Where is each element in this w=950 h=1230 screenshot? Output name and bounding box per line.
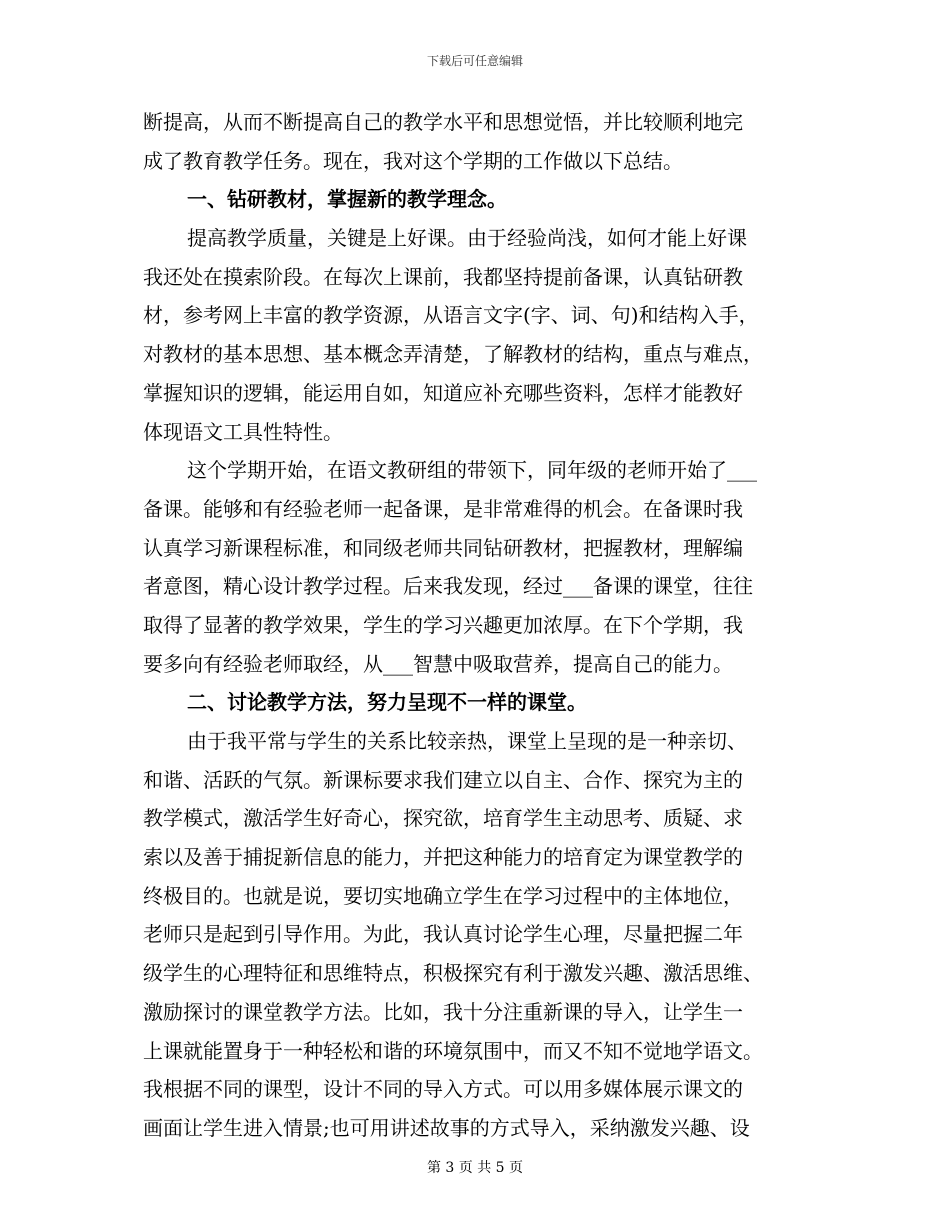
text-line: 取得了显著的教学效果，学生的学习兴趣更加浓厚。在下个学期，我 bbox=[143, 612, 743, 637]
text-line: 索以及善于捕捉新信息的能力，并把这种能力的培育定为课堂教学的 bbox=[143, 845, 743, 870]
section-heading: 二、讨论教学方法，努力呈现不一样的课堂。 bbox=[187, 690, 587, 715]
text-line: 画面让学生进入情景;也可用讲述故事的方式导入，采纳激发兴趣、设 bbox=[143, 1115, 750, 1140]
text-line: 由于我平常与学生的关系比较亲热，课堂上呈现的是一种亲切、 bbox=[187, 729, 747, 753]
text-line: 备课。能够和有经验老师一起备课，是非常难得的机会。在备课时我 bbox=[143, 496, 743, 521]
text-line: 激励探讨的课堂教学方法。比如，我十分注重新课的导入，让学生一 bbox=[143, 999, 743, 1024]
text-line: 者意图，精心设计教学过程。后来我发现，经过___备课的课堂，往往 bbox=[143, 574, 753, 599]
text-line: 教学模式，激活学生好奇心，探究欲，培育学生主动思考、质疑、求 bbox=[143, 806, 743, 831]
text-line: 上课就能置身于一种轻松和谐的环境氛围中，而又不知不觉地学语文。 bbox=[143, 1038, 763, 1063]
text-line: 老师只是起到引导作用。为此，我认真讨论学生心理，尽量把握二年 bbox=[143, 922, 743, 947]
text-line: 终极目的。也就是说，要切实地确立学生在学习过程中的主体地位， bbox=[143, 883, 743, 908]
page-footer: 第 3 页 共 5 页 bbox=[426, 1160, 524, 1176]
text-line: 级学生的心理特征和思维特点，积极探究有利于激发兴趣、激活思维、 bbox=[143, 961, 763, 986]
text-line: 对教材的基本思想、基本概念弄清楚，了解教材的结构，重点与难点， bbox=[143, 342, 763, 367]
text-line: 成了教育教学任务。现在，我对这个学期的工作做以下总结。 bbox=[143, 148, 683, 173]
text-line: 我还处在摸索阶段。在每次上课前，我都坚持提前备课，认真钻研教 bbox=[143, 264, 743, 289]
text-line: 我根据不同的课型，设计不同的导入方式。可以用多媒体展示课文的 bbox=[143, 1077, 743, 1102]
text-line: 要多向有经验老师取经，从___智慧中吸取营养，提高自己的能力。 bbox=[143, 651, 733, 676]
text-line: 这个学期开始，在语文教研组的带领下，同年级的老师开始了___ bbox=[187, 458, 757, 483]
text-line: 断提高，从而不断提高自己的教学水平和思想觉悟，并比较顺利地完 bbox=[143, 110, 743, 134]
section-heading: 一、钻研教材，掌握新的教学理念。 bbox=[187, 187, 507, 212]
text-line: 和谐、活跃的气氛。新课标要求我们建立以自主、合作、探究为主的 bbox=[143, 767, 743, 792]
text-line: 认真学习新课程标准，和同级老师共同钻研教材，把握教材，理解编 bbox=[143, 535, 743, 560]
text-line: 掌握知识的逻辑，能运用自如，知道应补充哪些资料，怎样才能教好 bbox=[143, 380, 743, 405]
text-line: 提高教学质量，关键是上好课。由于经验尚浅，如何才能上好课 bbox=[187, 226, 747, 251]
text-line: 材，参考网上丰富的教学资源，从语言文字(字、词、句)和结构入手， bbox=[143, 303, 759, 328]
document-body bbox=[143, 103, 813, 1148]
text-line: 体现语文工具性特性。 bbox=[143, 419, 343, 444]
page-header: 下载后可任意编辑 bbox=[426, 54, 523, 68]
